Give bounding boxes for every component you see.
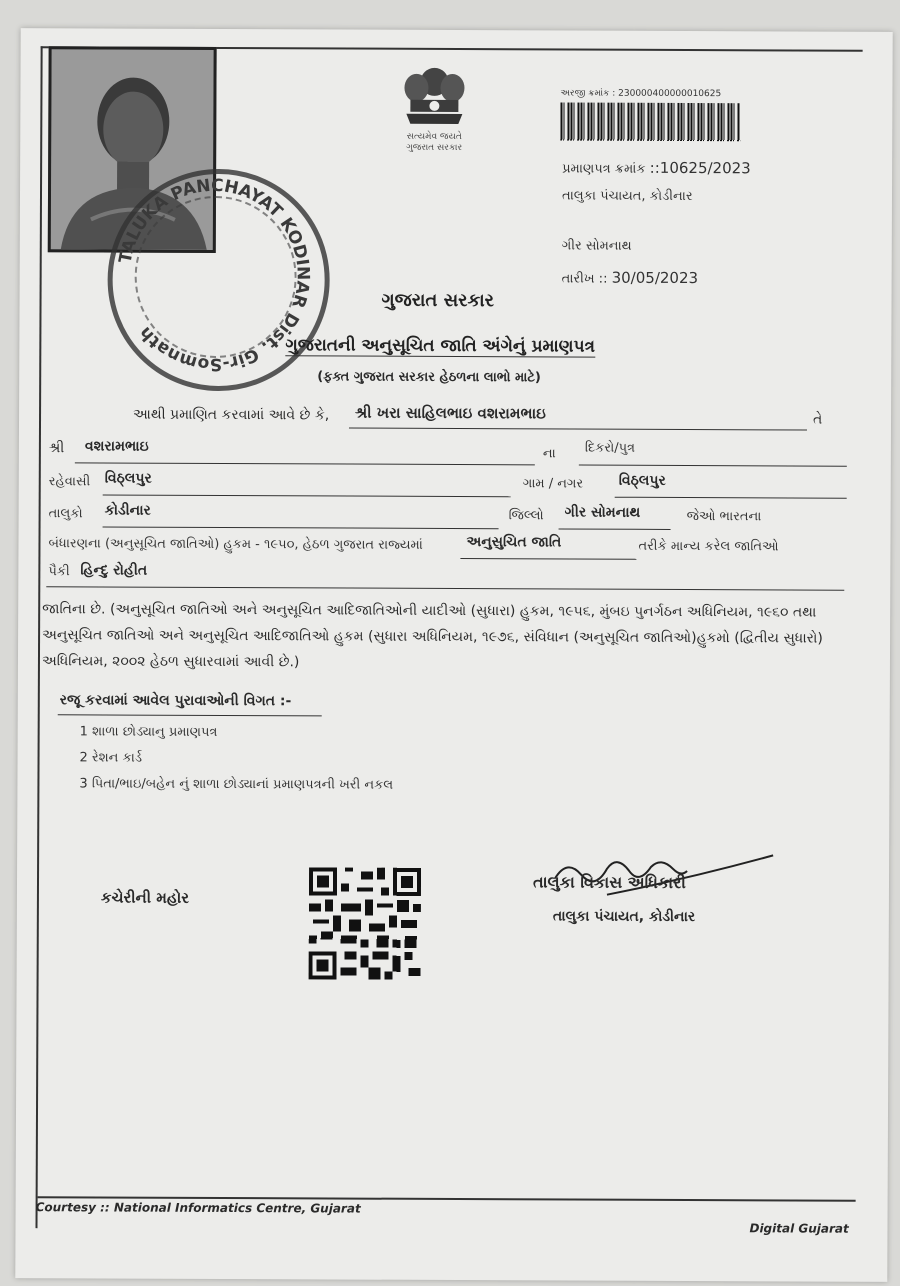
evidence-item-1: 1 શાળા છોડ્યાનુ પ્રમાણપત્ર [79,724,218,740]
barcode [560,102,740,141]
qr-code [309,867,421,979]
shri-label: શ્રી [48,440,65,457]
certificate-number-label: પ્રમાણપત્ર ક્રમાંક [562,161,646,177]
certificate-subtitle: (ફક્ત ગુજરાત સરકાર હેઠળના લાભો માટે) [317,369,541,386]
legal-paragraph: જાતિના છે. (અનુસૂચિત જાતિઓ અને અનુસૂચિત આદિજાતિઓની યાદીઓ (સુધારા) હુકમ, ૧૯૫૬, મુંબઇ પુનર્ગઠન અધિનિયમ, ૧૯૬૦ તથા અનુસૂચિત જાતિઓ અને અનુસૂચિત આદિજાતિઓ હુકમ (સુધારા અધિનિયમ, ૧૯૭૬, સંવિધાન (અનુસૂચિત જાતિઓ)હુકમો (દ્વિતીય સુધારો) અધિનિયમ, ૨૦૦૨ હેઠળ સુધારવામાં આવી છે.) [41,601,823,671]
constitution-text: બંધારણના (અનુસૂચિત જાતિઓ) હુકમ - ૧૯૫૦, હેઠળ ગુજરાત રાજ્યમાં [48,536,423,553]
certificate-number: ::10625/2023 [649,158,751,178]
subcaste-value: હિન્દુ રોહીત [80,562,148,579]
certify-prefix: આથી પ્રમાણિત કરવામાં આવે છે કે, [133,406,330,424]
stamp-text: TALUKA PANCHAYAT KODINAR Dist. Gir-Somnath [115,175,313,375]
certificate-number-row [562,158,751,177]
officer-designation: તાલુકા વિકાસ અધિકારી [532,872,686,893]
name-suffix: તે [812,411,823,428]
date-label: તારીખ :: [561,271,608,287]
office-seal-label: કચેરીની મહોર [100,888,190,907]
son-label: ના [542,446,556,462]
svg-text:TALUKA PANCHAYAT KODINAR Dist. [115,175,313,374]
footer-courtesy: Courtesy :: National Informatics Centre, Gujarat [35,1200,361,1216]
officer-office: તાલુકા પંચાયત, કોડીનાર [552,908,696,926]
applicant-name: શ્રી ખરા સાહિલભાઇ વશરામભાઇ [355,403,546,423]
evidence-item-3: 3 પિતા/ભાઇ/બહેન નું શાળા છોડ્યાનાં પ્રમાણપત્રની ખરી નકલ [79,776,394,793]
emblem-govt-label: ગુજરાત સરકાર [406,142,463,154]
caste-category: અનુસુચિત જાતિ [466,534,562,551]
father-name: વશરામભાઇ [84,438,149,455]
date-row [562,268,699,287]
national-emblem-icon [392,64,476,154]
son-value: દિકરો/પુત્ર [584,440,636,456]
barcode-label: અરજી ક્રમાંક : 230000400000010625 [560,88,722,100]
taluka-label: તાલુકો [48,506,83,522]
office-round-stamp [107,168,330,391]
resident-label: રહેવાસી [48,474,91,490]
certificate-paper [15,28,892,1282]
village-label: ગામ / નગર [522,476,584,492]
district-value: ગીર સોમનાથ [564,504,641,521]
india-label: જેઓ ભારતના [686,509,762,525]
evidence-item-2: 2 રેશન કાર્ડ [79,750,143,766]
govt-title: ગુજરાત સરકાર [381,289,494,312]
subcaste-label: પૈકી [48,564,70,580]
header-district: ગીર સોમનાથ [561,238,632,254]
village-value: વિઠ્લપુર [618,472,666,489]
emblem-motto: સત્યમેવ જયતે [406,131,462,143]
footer-brand: Digital Gujarat [749,1221,849,1236]
evidence-heading: રજૂ કરવામાં આવેલ પુરાવાઓની વિગત :- [59,692,292,710]
taluka-value: કોડીનાર [104,502,151,519]
resident-value: વિઠ્લપુર [104,470,152,487]
certificate-title: ગુજરાતની અનુસૂચિત જાતિ અંગેનું પ્રમાણપત્ર [285,335,596,357]
issue-date: 30/05/2023 [611,268,699,288]
district-label: જિલ્લો [508,508,544,524]
header-office: તાલુકા પંચાયત, કોડીનાર [561,188,693,205]
recognized-text: તરીકે માન્ય કરેલ જાતિઓ [638,538,779,555]
